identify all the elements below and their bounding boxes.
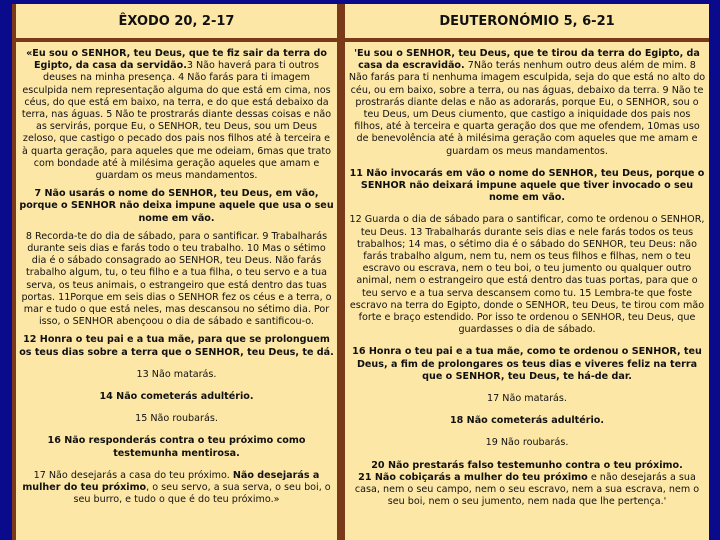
deut-commandment-2: 11 Não invocarás em vão o nome do SENHOR, teu Deus, porque o SENHOR não deixará impune aquele que tiver invocado o seu nome em vão. <box>349 167 705 204</box>
deut-p8: 20 Não prestarás falso testemunho contra o teu próximo. <box>371 459 683 471</box>
deut-commandment-6: 18 Não cometerás adultério. <box>449 415 605 427</box>
exodus-commandment-8: 16 Não responderás contra o teu próximo como testemunha mentirosa. <box>47 435 306 459</box>
deuteronomy-body <box>345 42 709 509</box>
exodus-p1-bold: «Eu sou o SENHOR, teu Deus, que te fiz sair da terra do Egipto, da casa da servidão. <box>26 48 327 72</box>
deut-commandment-8 <box>348 460 706 509</box>
column-divider <box>337 4 345 540</box>
exodus-commandment-9 <box>19 470 334 507</box>
exodus-commandment-2: 7 Não usarás o nome do SENHOR, teu Deus, em vão, porque o SENHOR não deixa impune aquele que usa o seu nome em vão. <box>19 188 334 224</box>
deut-commandment-7: 19 Não roubarás. <box>485 437 569 449</box>
exodus-commandment-1 <box>19 48 334 182</box>
exodus-p9b: Não desejarás a mulher do teu próximo <box>22 469 320 494</box>
deut-p9b: e não desejarás a sua casa, nem o seu campo, nem o seu escravo, nem a sua escrava, nem o seu boi, nem o seu jumento, nem nada que lhe pertença.' <box>354 471 700 508</box>
exodus-p9c: , o seu servo, a sua serva, o seu boi, o seu burro, e tudo o que é do teu próximo.» <box>73 482 331 506</box>
exodus-body <box>16 42 337 507</box>
exodus-header: ÊXODO 20, 2-17 <box>16 4 337 42</box>
exodus-p9a: 17 Não desejarás a casa do teu próximo. <box>33 469 230 481</box>
deuteronomy-header: DEUTERONÓMIO 5, 6-21 <box>345 4 709 42</box>
deut-p1-rest: 7Não terás nenhum outro deus além de mim. 8 Não farás para ti nenhuma imagem esculpida, seja do que está no alto do céu, ou em baixo, sobre a terra, ou nas águas, debaixo da terra. 9 Não te prostrarás diante delas e não as adorarás, porque Eu, o SENHOR, sou o teu Deus, um Deus ciumento, que castigo a iniquidade dos pais nos filhos, até à terceira e quarta geração dos que me ofendem, 10mas uso de benevolência até à milésima geração com aqueles que me amam e guardam os meus mandamentos. <box>348 60 706 157</box>
header-divider <box>12 38 709 42</box>
deut-commandment-4: 16 Honra o teu pai e a tua mãe, como te ordenou o SENHOR, teu Deus, a fim de prolongares os teus dias e viveres feliz na terra que o SENHOR, teu Deus, te há-de dar. <box>352 346 702 382</box>
exodus-commandment-3: 8 Recorda-te do dia de sábado, para o santificar. 9 Trabalharás durante seis dias e farás todo o teu trabalho. 10 Mas o sétimo dia é o sábado consagrado ao SENHOR, teu Deus. Não farás trabalho algum, tu, o teu filho e a tua filha, o teu servo e a tua serva, os teus animais, o estrangeiro que está dentro das tuas portas. 11Porque em seis dias o SENHOR fez os céus e a terra, o mar e tudo o que está neles, mas descansou no sétimo dia. Por isso, o SENHOR abençoou o dia de sábado e santificou-o. <box>21 230 332 328</box>
exodus-column <box>16 4 337 540</box>
deut-p9a: 21 Não cobiçarás a mulher do teu próximo <box>358 471 588 483</box>
deuteronomy-column <box>345 4 709 540</box>
deut-commandment-5: 17 Não matarás. <box>487 393 567 405</box>
exodus-p1-rest: 3 Não haverá para ti outros deuses na minha presença. 4 Não farás para ti imagem esculpida nem representação alguma do que está em cima, nos céus, do que está em baixo, na terra, e do que está debaixo da terra, nas águas. 5 Não te prostrarás diante dessas coisas e não as servirás, porque Eu, o SENHOR, teu Deus, sou um Deus zeloso, que castigo o pecado dos pais nos filhos até à terceira e à quarta geração, para aqueles que me odeiam, 6mas que trato com bondade até à milésima geração aqueles que amam e guardam os meus mandamentos. <box>21 60 332 182</box>
exodus-commandment-6: 14 Não cometerás adultério. <box>99 391 254 403</box>
deut-commandment-3: 12 Guarda o dia de sábado para o santificar, como te ordenou o SENHOR, teu Deus. 13 Trabalharás durante seis dias e nele farás todos os teus trabalhos; 14 mas, o sétimo dia é o sábado do SENHOR, teu Deus: não farás trabalho algum, nem tu, nem os teus filhos e filhas, nem o teu escravo ou escrava, nem o teu boi, o teu jumento ou qualquer outro animal, nem o estrangeiro que está dentro das tuas portas, para que o teu servo e a tua serva descansem como tu. 15 Lembra-te que foste escravo na terra do Egipto, donde o SENHOR, teu Deus, te tirou com mão forte e braço estendido. Por isso te ordenou o SENHOR, teu Deus, que guardasses o dia de sábado. <box>349 214 705 336</box>
exodus-commandment-5: 13 Não matarás. <box>136 368 217 380</box>
comparison-table <box>12 4 709 540</box>
deut-commandment-1 <box>348 48 706 158</box>
exodus-commandment-4: 12 Honra o teu pai e a tua mãe, para que se prolonguem os teus dias sobre a terra que o SENHOR, teu Deus, te dá. <box>19 334 334 358</box>
deut-p1-bold: 'Eu sou o SENHOR, teu Deus, que te tirou da terra do Egipto, da casa da escravidão. <box>354 48 700 72</box>
exodus-commandment-7: 15 Não roubarás. <box>135 413 218 425</box>
